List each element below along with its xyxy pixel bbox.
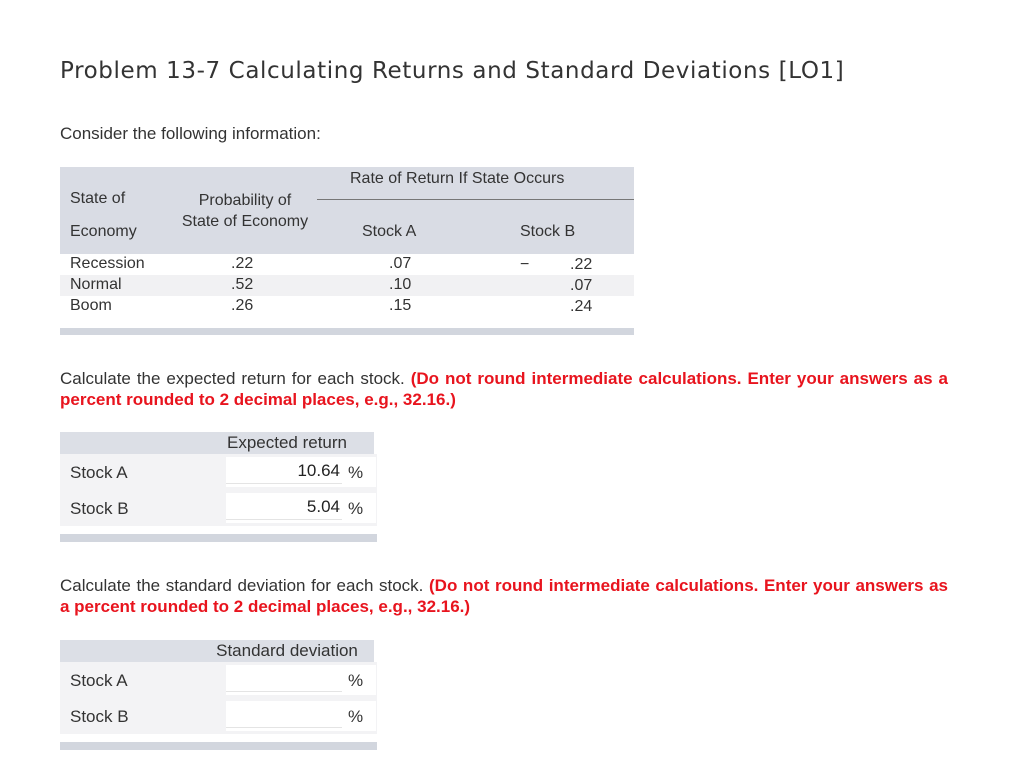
std-dev-stock-b-input[interactable] (226, 703, 342, 728)
expected-return-stock-a-input[interactable] (226, 459, 342, 484)
table-footer-bar (60, 328, 634, 335)
rate-of-return-header: Rate of Return If State Occurs (350, 170, 565, 187)
expected-return-instruction (60, 368, 948, 410)
expected-return-stock-b-input[interactable] (226, 495, 342, 520)
state-header-line2: Economy (70, 223, 137, 240)
row-label: Stock A (70, 671, 128, 690)
negative-sign: − (520, 256, 530, 273)
state-header-line1: State of (70, 190, 126, 207)
stock-b-value: .07 (570, 277, 593, 294)
state-cell: Normal (70, 276, 122, 293)
table-row (60, 254, 634, 275)
stock-a-cell: .07 (389, 255, 412, 272)
answer-row-stock-a (60, 662, 377, 698)
stock-b-header: Stock B (520, 223, 576, 240)
probability-header: Probability of State of Economy (181, 192, 309, 230)
table-row (60, 275, 634, 296)
probability-cell: .52 (231, 276, 254, 293)
answer-table-footer-bar (60, 742, 377, 750)
stock-b-value: .24 (570, 298, 593, 315)
stock-a-cell: .10 (389, 276, 412, 293)
answer-table-header (60, 432, 377, 454)
instruction-text: Calculate the expected return for each stock. (60, 369, 405, 388)
answer-cell (226, 493, 376, 523)
answer-row-stock-b (60, 698, 377, 734)
answer-row-stock-a (60, 454, 377, 490)
row-label: Stock A (70, 463, 128, 482)
answer-cell (226, 701, 376, 731)
std-dev-table (60, 640, 377, 750)
percent-unit: % (348, 499, 364, 518)
probability-cell: .26 (231, 297, 254, 314)
instruction-note: (Do not round intermediate calculations. Enter your answers as a percent rounded to 2 decimal places, e.g., 32.16.) (60, 369, 948, 409)
header-spacer (60, 432, 200, 454)
problem-title: Problem 13-7 Calculating Returns and Standard Deviations [LO1] (60, 58, 845, 84)
expected-return-table (60, 432, 377, 542)
table-row (60, 296, 634, 317)
answer-row-stock-b (60, 490, 377, 526)
returns-data-table (60, 167, 634, 335)
answer-table-footer-bar (60, 534, 377, 542)
answer-table-header (60, 640, 377, 662)
percent-unit: % (348, 463, 364, 482)
percent-unit: % (348, 707, 364, 726)
std-dev-stock-a-input[interactable] (226, 667, 342, 692)
stock-a-header: Stock A (362, 223, 417, 240)
intro-text: Consider the following information: (60, 124, 321, 143)
answer-cell (226, 665, 376, 695)
answer-cell (226, 457, 376, 487)
percent-unit: % (348, 671, 364, 690)
std-dev-header: Standard deviation (200, 640, 374, 662)
std-dev-instruction (60, 575, 948, 617)
table-header (60, 167, 634, 254)
header-spacer (60, 640, 200, 662)
probability-cell: .22 (231, 255, 254, 272)
row-label: Stock B (70, 707, 129, 726)
instruction-text: Calculate the standard deviation for each stock. (60, 576, 424, 595)
state-cell: Boom (70, 297, 112, 314)
row-label: Stock B (70, 499, 129, 518)
stock-a-cell: .15 (389, 297, 412, 314)
instruction-note: (Do not round intermediate calculations. Enter your answers as a percent rounded to 2 decimal places, e.g., 32.16.) (60, 576, 948, 616)
expected-return-header: Expected return (200, 432, 374, 454)
state-cell: Recession (70, 255, 145, 272)
header-divider (317, 199, 634, 200)
stock-b-value: .22 (570, 256, 593, 273)
